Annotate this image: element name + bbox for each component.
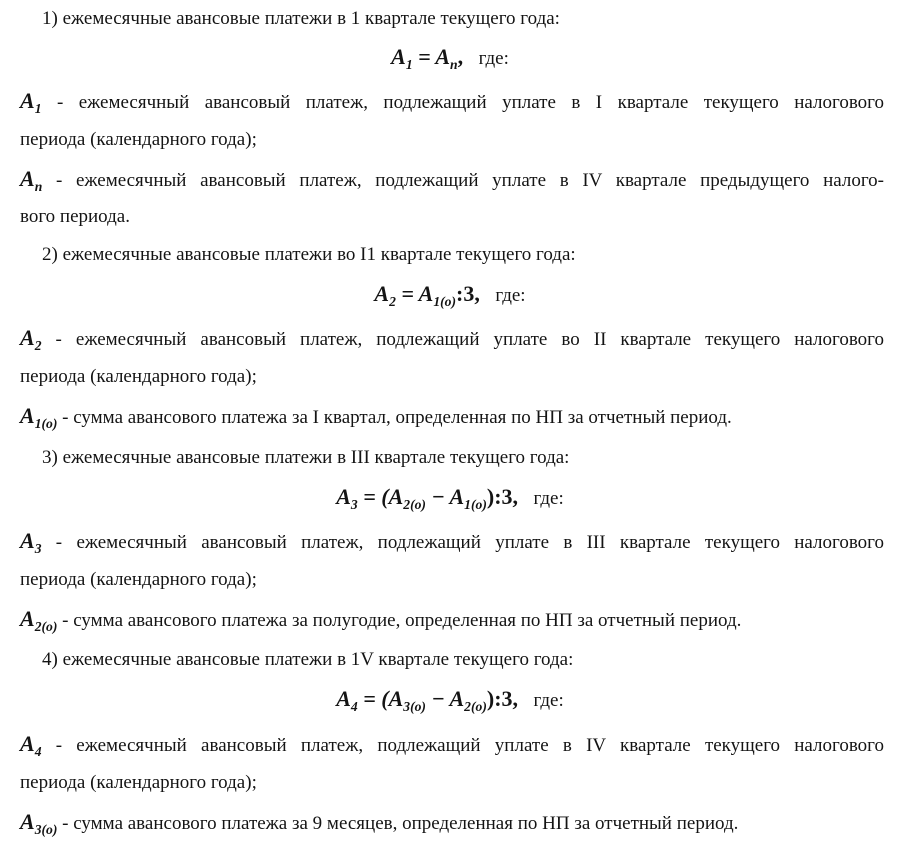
formula-2-lhs-sub: 2 [389,293,396,309]
def-a3 [20,528,884,554]
def-an-text: - ежемесячный авансовый платеж, подлежащий уплате в IV квартале предыдущего налого- [42,170,884,191]
formula-3-tail: ):3, [486,484,519,509]
formula-4-mid-sub: 2(o) [464,698,487,714]
formula-1-rhs-sub: n [450,56,458,72]
section-3-heading: 3) ежемесячные авансовые платежи в III квартале текущего года: [42,447,570,468]
formula-4-lhs: A [336,686,351,711]
formula-1 [0,44,900,70]
def-a1o-symbol: $A_{1(o)}$ [20,403,58,431]
def-a1o-text: - сумма авансового платежа за I квартал, определенная по НП за отчетный период. [57,407,732,428]
def-a1 [20,88,884,114]
formula-1-where: где: [478,48,509,69]
def-a2 [20,325,884,351]
formula-4-tail: ):3, [486,686,519,711]
formula-4-mid: − A [425,686,465,711]
formula-2-tail: :3, [456,281,480,306]
def-a3-continuation: периода (календарного года); [20,569,257,590]
formula-1-tail: , [457,44,464,69]
formula-4-rhs-sub: 3(o) [403,698,426,714]
def-a1-text: - ежемесячный авансовый платеж, подлежащий уплате в I квартале текущего налогового [41,92,884,113]
formula-2-rhs: = A [401,281,434,306]
def-a4 [20,731,884,757]
formula-4-where: где: [533,690,564,711]
formula-2-rhs-sub: 1(o) [433,293,457,309]
formula-2-lhs: A [374,281,390,306]
formula-3-lhs-sub: 3 [350,496,358,512]
formula-1-lhs: A [391,44,406,69]
section-1-heading: 1) ежемесячные авансовые платежи в 1 квартале текущего года: [42,8,560,29]
def-a4-symbol: $A_4$ [20,731,42,759]
def-a2-text: - ежемесячный авансовый платеж, подлежащий уплате во II квартале текущего налогового [41,329,884,350]
def-a2o-symbol: $A_{2(o)}$ [20,606,58,634]
formula-3-lhs: A [336,484,351,509]
formula-3 [0,484,900,510]
formula-4-lhs-sub: 4 [350,698,358,714]
formula-1-rhs: = A [418,44,451,69]
formula-2-where: где: [495,285,526,306]
def-a1-continuation: периода (календарного года); [20,129,257,150]
def-a3o-text: - сумма авансового платежа за 9 месяцев, определенная по НП за отчетный период. [57,813,739,834]
def-an [20,166,884,192]
formula-3-mid: − A [425,484,465,509]
formula-2 [0,281,900,307]
def-a3o-symbol: $A_{3(o)}$ [20,809,58,837]
formula-1-lhs-sub: 1 [405,56,413,72]
def-a1-symbol: $A_1$ [20,88,42,116]
def-an-symbol: $A_n$ [20,166,43,194]
formula-3-mid-sub: 1(o) [464,496,487,512]
def-a1o [20,403,884,429]
def-a2o [20,606,884,632]
def-a3o [20,809,884,835]
def-a2o-text: - сумма авансового платежа за полугодие, определенная по НП за отчетный период. [57,610,742,631]
def-a3-text: - ежемесячный авансовый платеж, подлежащий уплате в III квартале текущего налогового [41,532,884,553]
formula-4 [0,686,900,712]
formula-3-where: где: [533,488,564,509]
section-2-heading: 2) ежемесячные авансовые платежи во I1 квартале текущего года: [42,244,576,265]
def-a4-text: - ежемесячный авансовый платеж, подлежащий уплате в IV квартале текущего налогового [41,735,884,756]
formula-3-rhs: = (A [363,484,404,509]
formula-4-rhs: = (A [363,686,404,711]
def-a2-symbol: $A_2$ [20,325,42,353]
def-a4-continuation: периода (календарного года); [20,772,257,793]
def-an-continuation: вого периода. [20,206,130,227]
section-4-heading: 4) ежемесячные авансовые платежи в 1V квартале текущего года: [42,649,574,670]
def-a3-symbol: $A_3$ [20,528,42,556]
formula-3-rhs-sub: 2(o) [403,496,426,512]
def-a2-continuation: периода (календарного года); [20,366,257,387]
